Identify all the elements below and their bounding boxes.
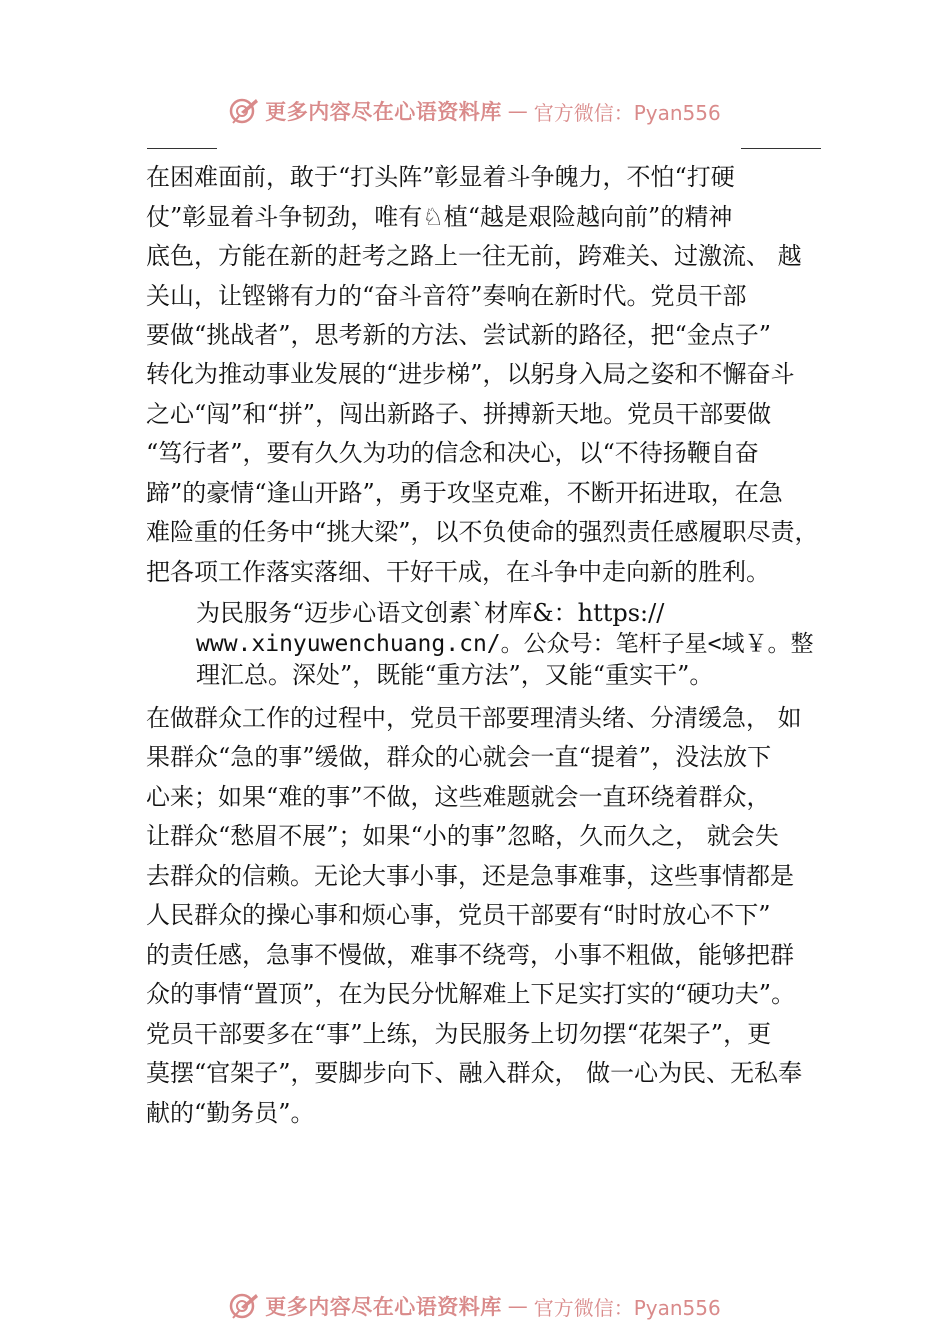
text-line: 党员干部要多在“事”上练，为民服务上切勿摆“花架子”，更 bbox=[146, 1020, 772, 1048]
pen-logo-icon bbox=[229, 1291, 259, 1321]
header-banner-title: 更多内容尽在心语资料库 bbox=[265, 99, 502, 124]
text-line: 难险重的任务中“挑大梁”，以不负使命的强烈责任感履职尽责， bbox=[146, 518, 819, 546]
text-line: 在做群众工作的过程中，党员干部要理清头绪、分清缓急， 如 bbox=[146, 704, 802, 732]
header-banner-wechat: 官方微信：Pyan556 bbox=[533, 100, 721, 125]
footer-banner-title: 更多内容尽在心语资料库 bbox=[265, 1294, 502, 1319]
text-line: 莫摆“官架子”，要脚步向下、融入群众， 做一心为民、无私奉 bbox=[146, 1059, 803, 1087]
page-footer bbox=[0, 1291, 950, 1325]
footer-banner-dash: — bbox=[507, 1294, 528, 1318]
text-line: “笃行者”，要有久久为功的信念和决心，以“不待扬鞭自奋 bbox=[146, 439, 759, 467]
text-line: 献的“勤务员”。 bbox=[146, 1099, 315, 1127]
text-line: 让群众“愁眉不展”；如果“小的事”忽略，久而久之， 就会失 bbox=[146, 822, 779, 850]
text-line: 仗”彰显着斗争韧劲，唯有♘植“越是艰险越向前”的精神 bbox=[146, 203, 733, 231]
text-line: 蹄”的豪情“逢山开路”，勇于攻坚克难，不断开拓进取，在急 bbox=[146, 479, 783, 507]
text-line: 之心“闯”和“拼”，闯出新路子、拼搏新天地。党员干部要做 bbox=[146, 400, 772, 428]
header-rule-right bbox=[741, 148, 821, 149]
text-line: 在困难面前，敢于“打头阵”彰显着斗争魄力，不怕“打硬 bbox=[146, 163, 735, 191]
footer-banner bbox=[229, 1291, 721, 1321]
header-banner bbox=[229, 96, 721, 126]
text-line: 人民群众的操心事和烦心事，党员干部要有“时时放心不下” bbox=[146, 901, 771, 929]
text-line: 心来；如果“难的事”不做，这些难题就会一直环绕着群众， bbox=[146, 783, 771, 811]
text-line: 为民服务“迈步心语文创素`材库&：https:// bbox=[196, 599, 665, 627]
footer-banner-wechat: 官方微信：Pyan556 bbox=[533, 1295, 721, 1320]
text-line: 底色，方能在新的赶考之路上一往无前，跨难关、过激流、 越 bbox=[146, 242, 802, 270]
text-line: 转化为推动事业发展的“进步梯”，以躬身入局之姿和不懈奋斗 bbox=[146, 360, 795, 388]
text-line: 要做“挑战者”，思考新的方法、尝试新的路径，把“金点子” bbox=[146, 321, 772, 349]
text-line: 果群众“急的事”缓做，群众的心就会一直“提着”，没法放下 bbox=[146, 743, 772, 771]
pen-logo-icon bbox=[229, 96, 259, 126]
text-line: 理汇总。深处”，既能“重方法”，又能“重实干”。 bbox=[196, 661, 714, 689]
text-line: 把各项工作落实落细、干好干成，在斗争中走向新的胜利。 bbox=[146, 558, 770, 586]
text-line: 众的事情“置顶”，在为民分忧解难上下足实打实的“硬功夫”。 bbox=[146, 980, 796, 1008]
header-rule-left bbox=[147, 148, 217, 149]
header-banner-dash: — bbox=[507, 99, 528, 123]
page-header bbox=[0, 96, 950, 130]
text-line: 去群众的信赖。无论大事小事，还是急事难事，这些事情都是 bbox=[146, 862, 794, 890]
text-line: www.xinyuwenchuang.cn/。公众号：笔杆子星<域￥。整 bbox=[196, 631, 814, 657]
text-line: 关山，让铿锵有力的“奋斗音符”奏响在新时代。党员干部 bbox=[146, 282, 747, 310]
text-line: 的责任感，急事不慢做，难事不绕弯，小事不粗做，能够把群 bbox=[146, 941, 794, 969]
